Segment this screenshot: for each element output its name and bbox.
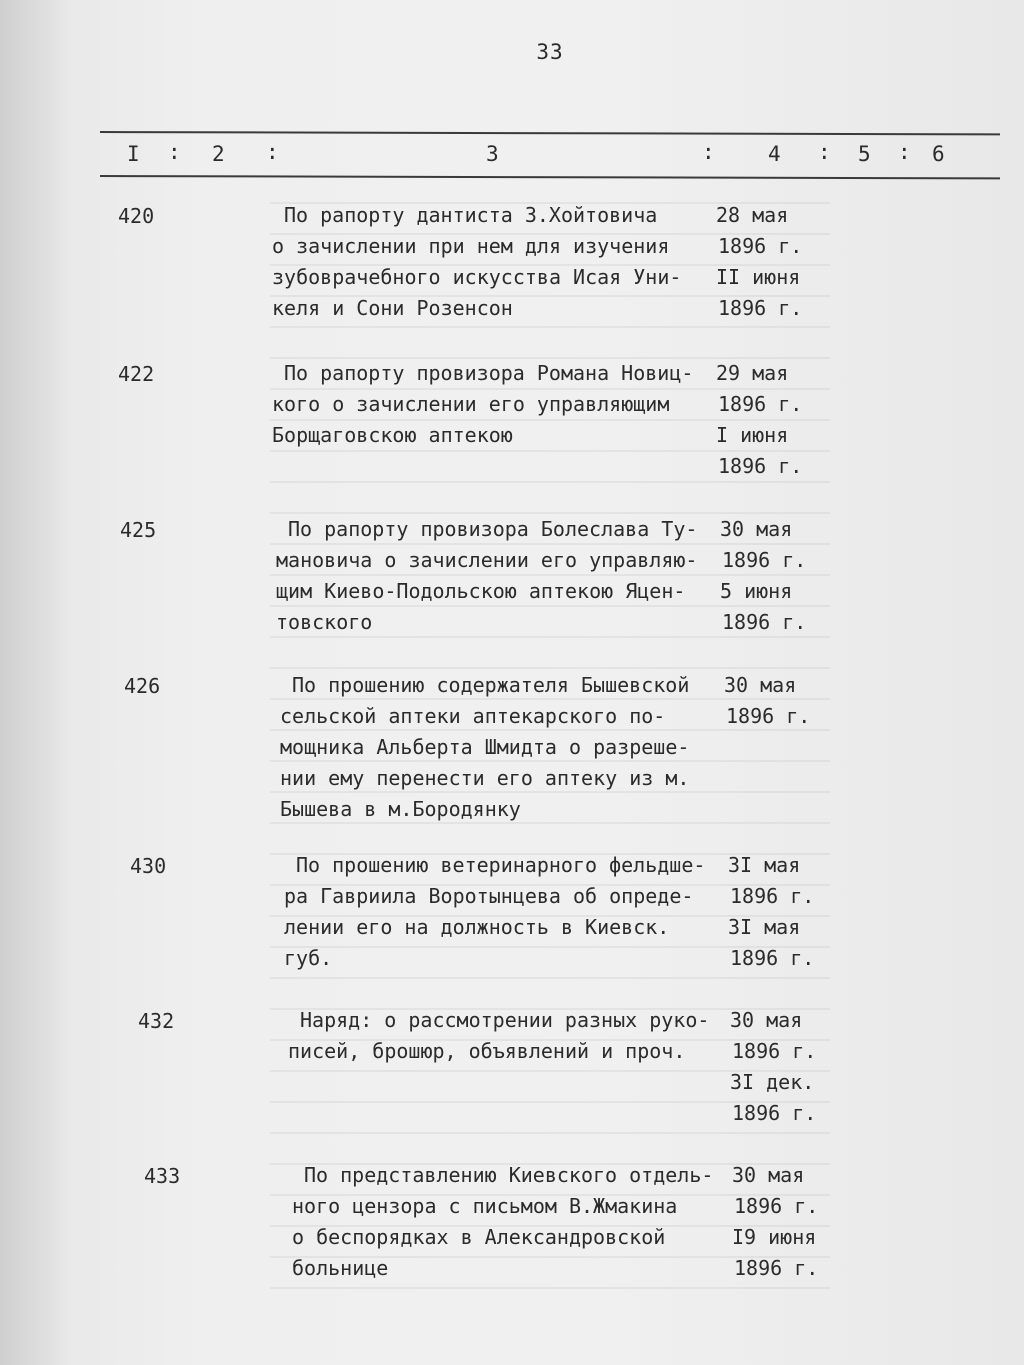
column-separator: :	[898, 140, 911, 164]
entry-date-line: 1896 г.	[718, 296, 803, 320]
entry-date-line: I9 июня	[732, 1225, 817, 1249]
entry-description-line: ра Гавриила Воротынцева об опреде-	[284, 884, 694, 908]
entry-date-line: 1896 г.	[730, 884, 815, 908]
entry-date-line: 3I дек.	[730, 1070, 815, 1094]
entry-description-line: мощника Альберта Шмидта о разреше-	[280, 735, 690, 759]
entry-number: 420	[118, 204, 155, 228]
entry-date-line: 1896 г.	[732, 1101, 817, 1125]
entry-date-line: 1896 г.	[718, 234, 803, 258]
entry-date-line: 1896 г.	[718, 454, 803, 478]
page-binding-shadow	[0, 0, 70, 1365]
entry-description-line: зубоврачебного искусства Исая Уни-	[272, 265, 682, 289]
entry-description-line: ного цензора с письмом В.Жмакина	[292, 1194, 678, 1218]
entry-date-line: 1896 г.	[722, 548, 807, 572]
entry-date-line: II июня	[716, 265, 801, 289]
entry-date-line: I июня	[716, 423, 789, 447]
header-bottom-rule	[100, 175, 1000, 179]
entry-number: 422	[118, 362, 155, 386]
entry-description-line: По прошению содержателя Бышевской	[292, 673, 690, 697]
entry-description-line: писей, брошюр, объявлений и проч.	[288, 1039, 686, 1063]
column-header-4: 4	[768, 142, 781, 166]
entry-description-line: По представлению Киевского отдель-	[304, 1163, 714, 1187]
header-top-rule	[100, 131, 1000, 135]
entry-date-line: 1896 г.	[732, 1039, 817, 1063]
entry-description-line: больнице	[292, 1256, 389, 1280]
entry-description-line: Наряд: о рассмотрении разных руко-	[300, 1008, 710, 1032]
entry-description-line: лении его на должность в Киевск.	[284, 915, 670, 939]
entry-date-line: 1896 г.	[734, 1194, 819, 1218]
entry-description-line: губ.	[284, 946, 333, 970]
column-header-6: 6	[932, 142, 945, 166]
entry-date-line: 3I мая	[728, 853, 801, 877]
entry-description-line: кого о зачислении его управляющим	[272, 392, 670, 416]
entry-number: 432	[138, 1009, 175, 1033]
entry-description-line: По рапорту дантиста З.Хойтовича	[284, 203, 658, 227]
entry-date-line: 3I мая	[728, 915, 801, 939]
entry-date-line: 1896 г.	[718, 392, 803, 416]
entry-description-line: нии ему перенести его аптеку из м.	[280, 766, 690, 790]
entry-description-line: мановича о зачислении его управляю-	[276, 548, 698, 572]
entry-date-line: 30 мая	[730, 1008, 803, 1032]
entry-description-line: По рапорту провизора Романа Новиц-	[284, 361, 694, 385]
entry-description-line: о беспорядках в Александровской	[292, 1225, 666, 1249]
column-separator: :	[702, 140, 715, 164]
column-header-2: 2	[212, 142, 225, 166]
entry-date-line: 1896 г.	[734, 1256, 819, 1280]
entry-date-line: 5 июня	[720, 579, 793, 603]
entry-description-line: щим Киево-Подольскою аптекою Яцен-	[276, 579, 686, 603]
entry-date-line: 1896 г.	[726, 704, 811, 728]
entry-description-line: Борщаговскою аптекою	[272, 423, 513, 447]
page-number: 33	[536, 40, 564, 64]
entry-number: 430	[130, 854, 167, 878]
entry-description-line: товского	[276, 610, 373, 634]
column-separator: :	[818, 140, 831, 164]
entry-description-line: келя и Сони Розенсон	[272, 296, 513, 320]
column-header-5: 5	[858, 142, 871, 166]
entry-date-line: 30 мая	[724, 673, 797, 697]
entry-date-line: 29 мая	[716, 361, 789, 385]
entry-number: 426	[124, 674, 161, 698]
entry-date-line: 1896 г.	[722, 610, 807, 634]
entry-description-line: сельской аптеки аптекарского по-	[280, 704, 666, 728]
entry-number: 425	[120, 518, 157, 542]
column-separator: :	[266, 140, 279, 164]
entry-date-line: 1896 г.	[730, 946, 815, 970]
entry-description-line: о зачислении при нем для изучения	[272, 234, 670, 258]
entry-number: 433	[144, 1164, 181, 1188]
entry-description-line: По рапорту провизора Болеслава Ту-	[288, 517, 698, 541]
column-header-1: I	[127, 142, 140, 166]
column-separator: :	[168, 140, 181, 164]
column-header-3: 3	[486, 142, 499, 166]
entry-description-line: Бышева в м.Бородянку	[280, 797, 521, 821]
entry-description-line: По прошению ветеринарного фельдше-	[296, 853, 706, 877]
entry-date-line: 30 мая	[732, 1163, 805, 1187]
entry-date-line: 30 мая	[720, 517, 793, 541]
entry-date-line: 28 мая	[716, 203, 789, 227]
